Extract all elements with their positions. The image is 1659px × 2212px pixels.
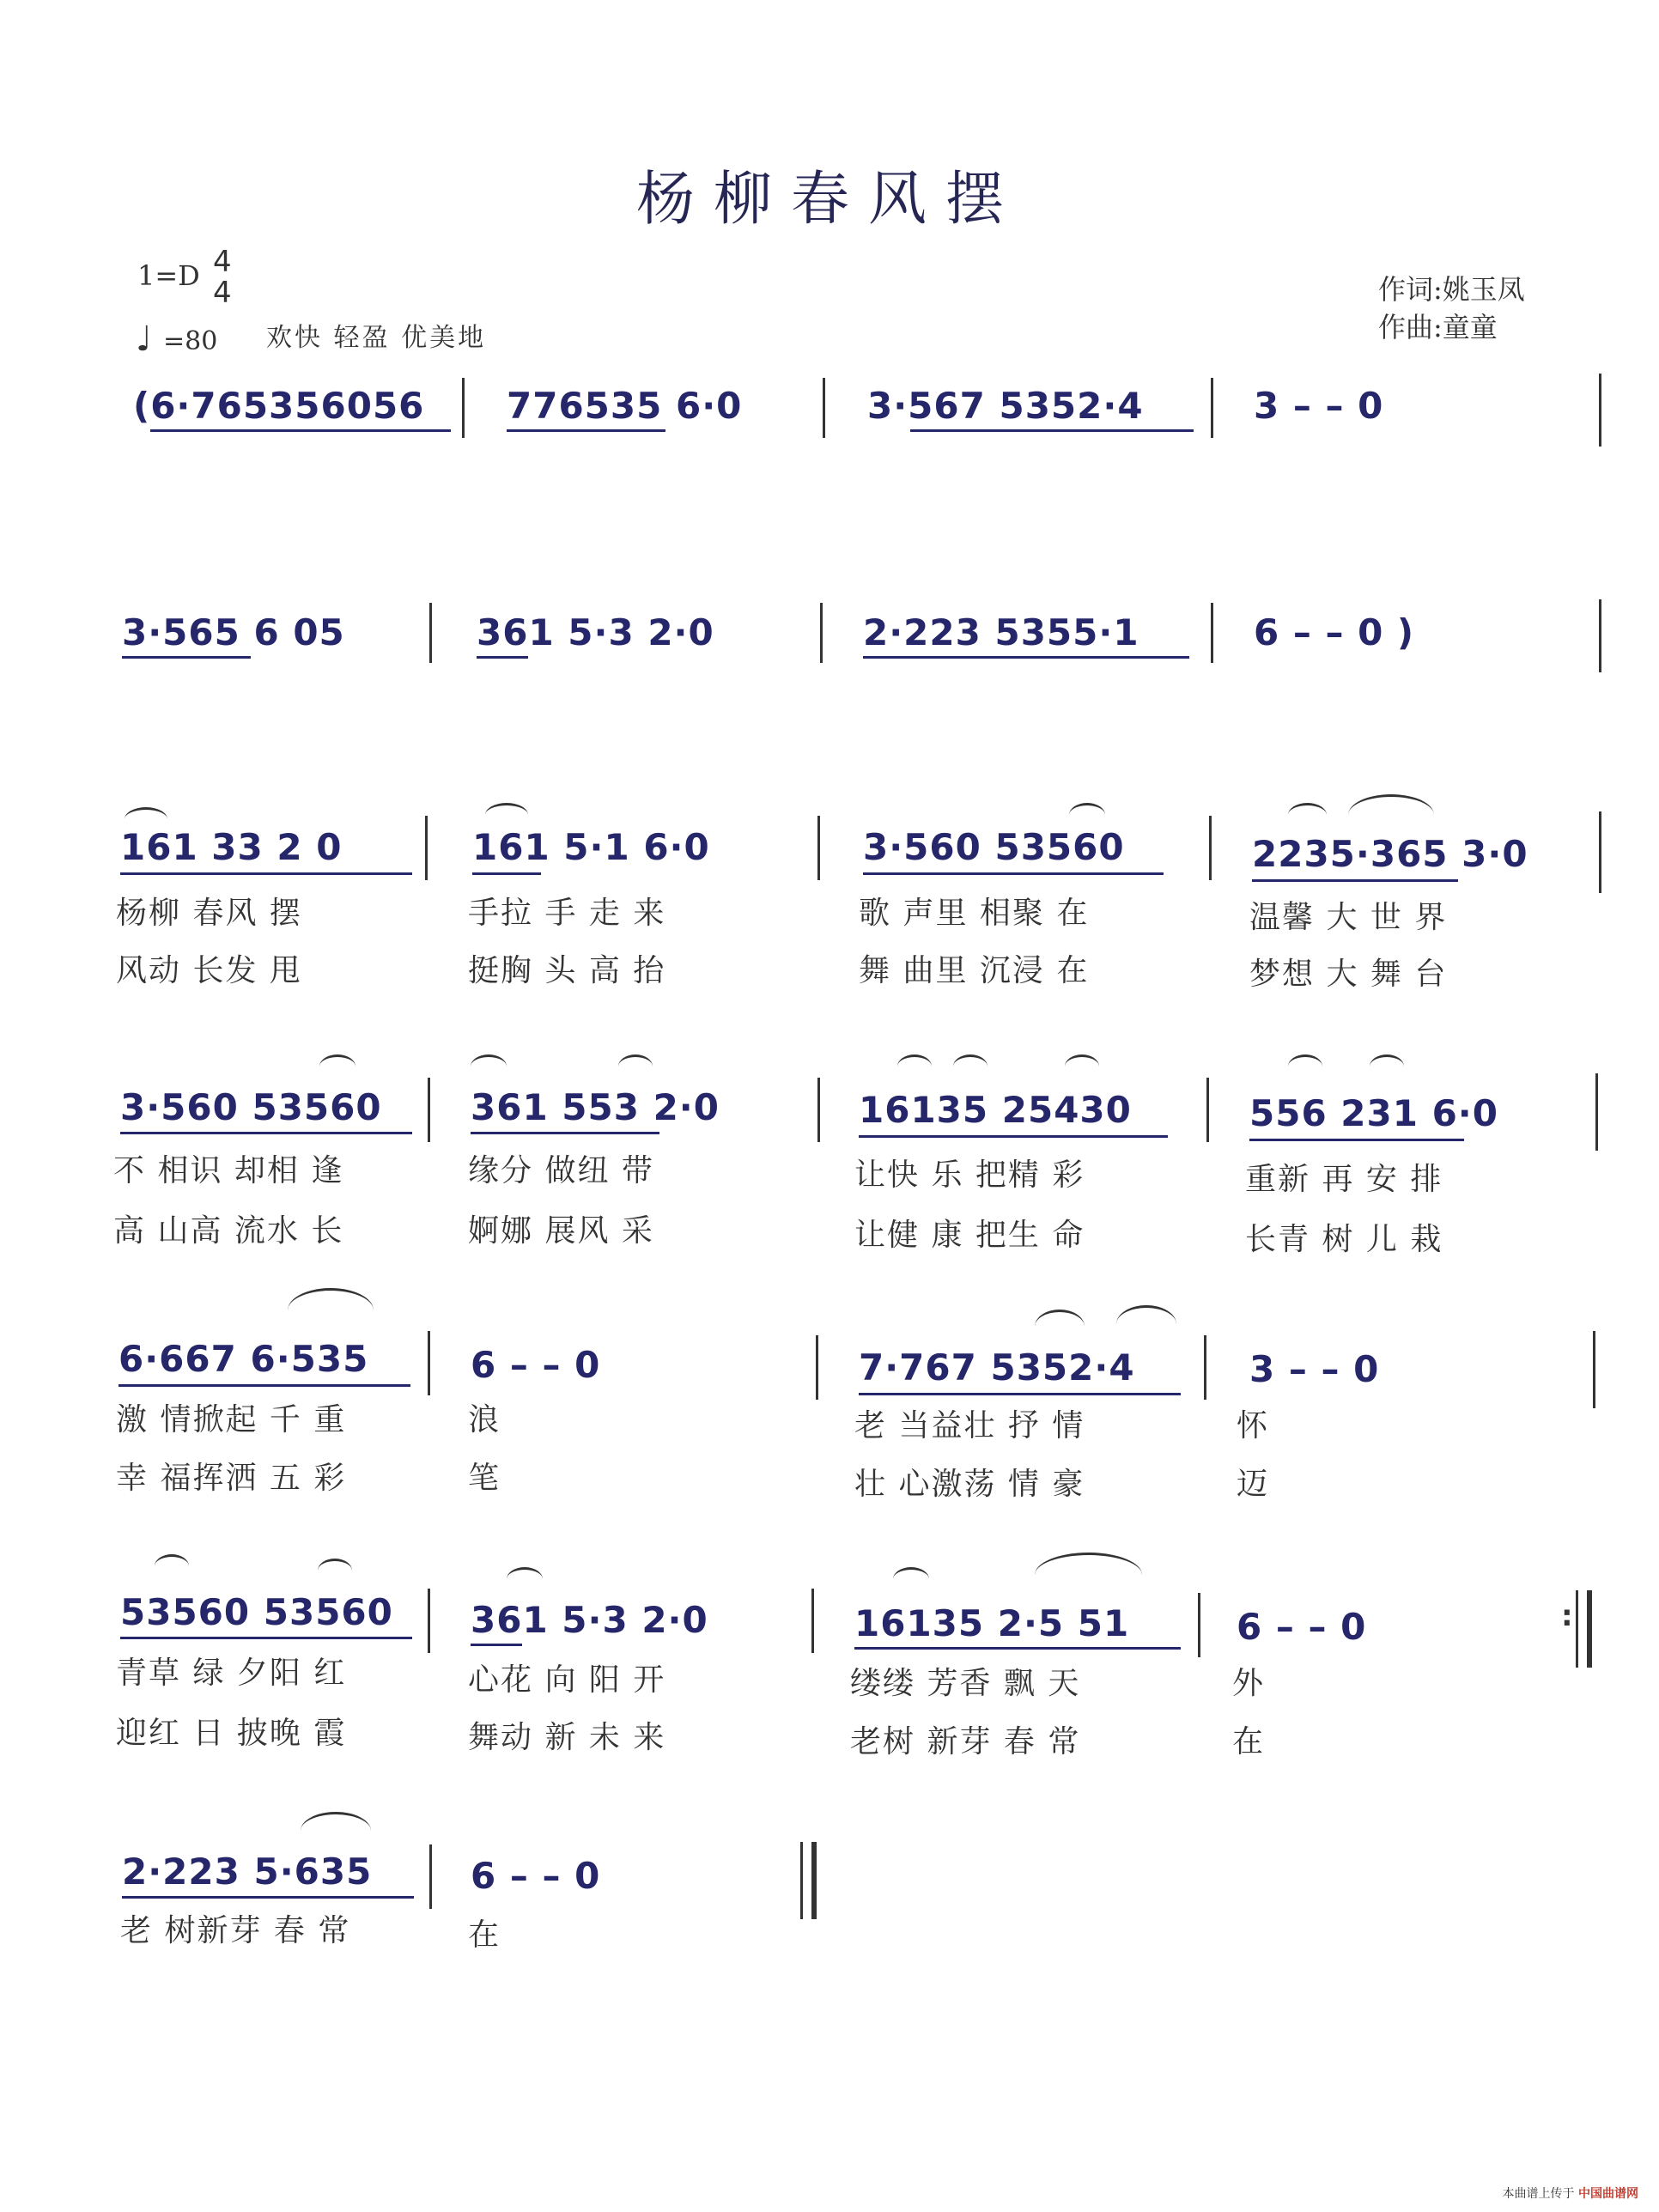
measure: 7·767 5352·4 [859, 1346, 1135, 1389]
duration-underline [122, 656, 251, 659]
lyric-line-1: 缕缕 芳香 飘 天 [850, 1666, 1081, 1701]
barline [428, 1589, 430, 1653]
lyric-line-1: 让快 乐 把精 彩 [854, 1158, 1085, 1193]
lyric-line-1: 怀 [1237, 1408, 1270, 1443]
slur [507, 1567, 543, 1579]
measure: 6 – – 0 [1237, 1606, 1367, 1648]
duration-underline [859, 1393, 1181, 1395]
barline [1198, 1593, 1200, 1657]
lyric-line-2: 老树 新芽 春 常 [850, 1724, 1081, 1759]
footer-credit [1503, 2185, 1638, 2202]
measure: 776535 6·0 [507, 385, 743, 427]
barline [817, 1078, 820, 1142]
measure: 3·560 53560 [120, 1086, 382, 1128]
slur [1370, 1054, 1404, 1066]
measure: 2235·365 3·0 [1252, 833, 1528, 875]
barline [1211, 378, 1213, 438]
measure: 2·223 5355·1 [863, 611, 1139, 653]
duration-underline [150, 429, 451, 432]
barline [1204, 1335, 1206, 1400]
slur [1035, 1553, 1142, 1575]
time-signature-denominator: 4 [213, 275, 232, 310]
time-signature [213, 247, 232, 308]
measure: 6 – – 0 ) [1254, 611, 1415, 653]
lyric-line-2: 笔 [468, 1461, 501, 1496]
measure: 3·567 5352·4 [867, 385, 1144, 427]
lyric-line-1: 缘分 做纽 带 [468, 1153, 654, 1188]
measure: 16135 25430 [859, 1089, 1132, 1131]
footer-brand[interactable]: 中国曲谱网 [1578, 2187, 1638, 2201]
slur [125, 807, 167, 819]
measure: 6 – – 0 [471, 1344, 601, 1386]
duration-underline [477, 656, 528, 659]
lyric-line-1: 青草 绿 夕阳 红 [116, 1656, 347, 1691]
measure: (6·765356056 [133, 385, 425, 427]
duration-underline [910, 429, 1194, 432]
barline [1587, 1590, 1592, 1668]
lyric-line-1: 重新 再 安 排 [1245, 1162, 1443, 1197]
duration-underline [120, 1637, 412, 1639]
measure: 16135 2·5 51 [854, 1602, 1130, 1644]
barline [1211, 603, 1213, 663]
barline [1599, 811, 1601, 893]
lyric-line-2: 在 [1232, 1724, 1266, 1759]
measure: 6·667 6·535 [118, 1338, 369, 1380]
lyric-line-1: 温馨 大 世 界 [1249, 900, 1448, 935]
barline [816, 1335, 818, 1400]
lyric-line-1: 激 情掀起 千 重 [116, 1402, 347, 1437]
footer-text: 本曲谱上传于 [1502, 2187, 1575, 2201]
duration-underline [859, 1135, 1168, 1138]
duration-underline [854, 1647, 1181, 1650]
repeat-dots: : [1561, 1599, 1573, 1633]
lyric-line-2: 长青 树 儿 栽 [1245, 1222, 1443, 1257]
slur [618, 1054, 653, 1066]
slur [1288, 1054, 1322, 1066]
lyric-line-2: 幸 福挥洒 五 彩 [116, 1461, 347, 1496]
duration-underline [471, 1644, 522, 1646]
duration-underline [863, 872, 1164, 875]
song-title: 杨柳春风摆 [635, 166, 1023, 234]
duration-underline [1252, 879, 1458, 882]
duration-underline [120, 872, 412, 875]
measure: 361 5·3 2·0 [471, 1599, 708, 1641]
duration-underline [120, 1132, 412, 1134]
duration-underline [118, 1384, 410, 1387]
measure: 6 – – 0 [471, 1855, 601, 1897]
lyric-line-2: 舞 曲里 沉浸 在 [859, 953, 1090, 988]
slur [953, 1054, 988, 1066]
lyric-line-1: 老 当益壮 抒 情 [854, 1408, 1085, 1443]
measure: 161 5·1 6·0 [472, 826, 710, 868]
barline [820, 603, 823, 663]
composer-credit: 作曲:童童 [1378, 311, 1498, 343]
lyric-line-1: 不 相识 却相 逢 [113, 1153, 344, 1188]
duration-underline [122, 1896, 414, 1899]
slur [288, 1288, 374, 1310]
slur [485, 803, 528, 815]
barline [428, 1331, 430, 1395]
measure: 361 553 2·0 [471, 1086, 720, 1128]
tempo-marking: =80 [163, 326, 218, 356]
barline [429, 1844, 432, 1909]
lyric-line-2: 梦想 大 舞 台 [1249, 957, 1448, 992]
barline [1593, 1331, 1595, 1408]
slur [1069, 803, 1105, 815]
lyric-line-2: 舞动 新 未 来 [468, 1720, 666, 1755]
lyric-line-1: 歌 声里 相聚 在 [859, 896, 1090, 931]
slur [1035, 1310, 1085, 1327]
lyric-line-2: 壮 心激荡 情 豪 [854, 1467, 1085, 1502]
barline [462, 378, 465, 438]
lyric-line-2: 婀娜 展风 采 [468, 1213, 654, 1249]
barline [425, 816, 428, 880]
slur [471, 1054, 507, 1066]
lyric-line-2: 迈 [1237, 1467, 1270, 1502]
measure: 3·565 6 05 [122, 611, 345, 653]
barline [428, 1078, 430, 1142]
barline [1599, 374, 1601, 447]
measure: 361 5·3 2·0 [477, 611, 714, 653]
barline [800, 1842, 803, 1919]
expression-marking: 欢快 轻盈 优美地 [266, 323, 487, 353]
duration-underline [1249, 1139, 1464, 1141]
barline [1209, 816, 1212, 880]
barline [1576, 1590, 1578, 1668]
barline [811, 1842, 817, 1919]
duration-underline [507, 429, 665, 432]
barline [1599, 599, 1601, 672]
measure: 3·560 53560 [863, 826, 1125, 868]
lyric-line-2: 高 山高 流水 长 [113, 1213, 344, 1249]
slur [1288, 803, 1327, 815]
barline [817, 816, 820, 880]
slur [893, 1567, 929, 1579]
barline [823, 378, 825, 438]
lyricist-credit: 作词:姚玉凤 [1378, 273, 1525, 306]
slur [1116, 1305, 1176, 1324]
barline [429, 603, 432, 663]
lyric-line-1: 外 [1232, 1666, 1266, 1701]
measure: 3 – – 0 [1249, 1348, 1380, 1390]
measure: 556 231 6·0 [1249, 1092, 1498, 1134]
barline [1595, 1073, 1598, 1151]
quarter-note-icon: ♩ [136, 319, 152, 359]
barline [1206, 1078, 1209, 1142]
measure: 3 – – 0 [1254, 385, 1384, 427]
measure: 161 33 2 0 [120, 826, 343, 868]
slur [318, 1559, 352, 1571]
lyric-line-1: 浪 [468, 1402, 501, 1437]
lyric-line-2: 迎红 日 披晚 霞 [116, 1716, 347, 1751]
slur [897, 1054, 932, 1066]
duration-underline [472, 872, 541, 875]
slur [1348, 794, 1434, 815]
lyric-line-1: 老 树新芽 春 常 [120, 1913, 351, 1948]
lyric-line-2: 风动 长发 甩 [116, 953, 302, 988]
lyric-line-1: 心花 向 阳 开 [468, 1662, 666, 1698]
slur [155, 1554, 189, 1566]
duration-underline [863, 656, 1189, 659]
measure: 53560 53560 [120, 1591, 393, 1633]
time-signature-numerator: 4 [213, 245, 232, 279]
lyric-line-1: 在 [468, 1917, 501, 1953]
duration-underline [471, 1132, 659, 1134]
lyric-line-1: 手拉 手 走 来 [468, 896, 666, 931]
barline [811, 1589, 814, 1653]
slur [301, 1812, 371, 1831]
lyric-line-2: 让健 康 把生 命 [854, 1218, 1085, 1253]
key-signature: 1=D [137, 259, 200, 292]
measure: 2·223 5·635 [122, 1850, 373, 1893]
lyric-line-1: 杨柳 春风 摆 [116, 896, 302, 931]
slur [1065, 1054, 1099, 1066]
slur [319, 1054, 356, 1066]
lyric-line-2: 挺胸 头 高 抬 [468, 953, 666, 988]
